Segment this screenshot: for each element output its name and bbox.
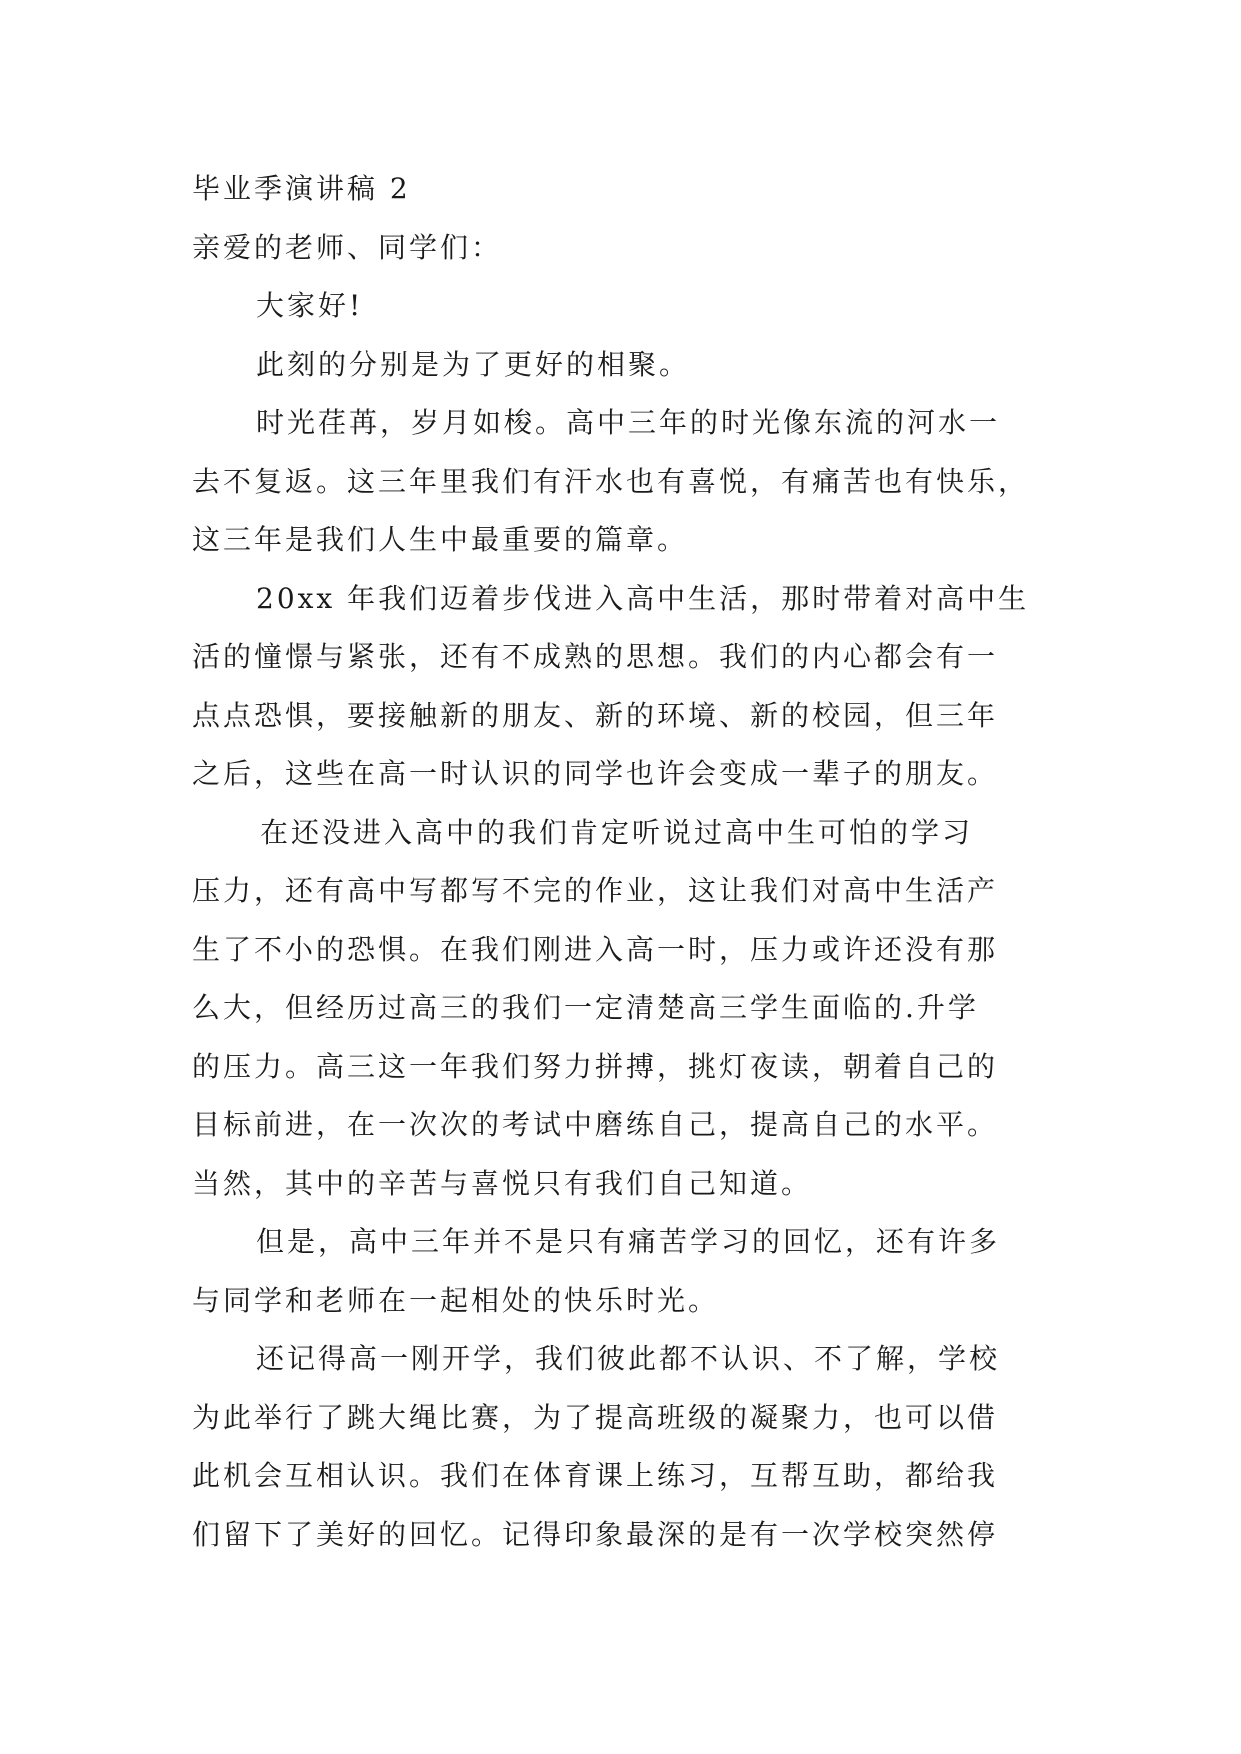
paragraph-line: 与同学和老师在一起相处的快乐时光。 bbox=[192, 1283, 720, 1317]
paragraph-line: 还记得高一刚开学，我们彼此都不认识、不了解，学校 bbox=[256, 1342, 1001, 1375]
paragraph-line: 20xx 年我们迈着步伐进入高中生活，那时带着对高中生 bbox=[256, 581, 1030, 615]
paragraph-line: 为此举行了跳大绳比赛，为了提高班级的凝聚力，也可以借 bbox=[192, 1400, 999, 1434]
paragraph-line: 这三年是我们人生中最重要的篇章。 bbox=[192, 523, 689, 556]
paragraph-line: 压力，还有高中写都写不完的作业，这让我们对高中生活产 bbox=[192, 874, 999, 907]
paragraph-line: 此刻的分别是为了更好的相聚。 bbox=[256, 347, 691, 381]
greeting-line: 大家好! bbox=[256, 289, 364, 322]
paragraph-line: 的压力。高三这一年我们努力拼搏，挑灯夜读，朝着自己的 bbox=[192, 1049, 999, 1083]
paragraph-line: 生了不小的恐惧。在我们刚进入高一时，压力或许还没有那 bbox=[192, 932, 999, 966]
salutation: 亲爱的老师、同学们： bbox=[192, 230, 503, 264]
paragraph-line: 但是，高中三年并不是只有痛苦学习的回忆，还有许多 bbox=[256, 1225, 1001, 1258]
paragraph-line: 时光荏苒，岁月如梭。高中三年的时光像东流的河水一 bbox=[256, 406, 1001, 439]
paragraph-line: 么大，但经历过高三的我们一定清楚高三学生面临的.升学 bbox=[192, 991, 979, 1024]
paragraph-line: 们留下了美好的回忆。记得印象最深的是有一次学校突然停 bbox=[192, 1517, 999, 1551]
document-body bbox=[192, 160, 1058, 1564]
paragraph-line: 活的憧憬与紧张，还有不成熟的思想。我们的内心都会有一 bbox=[192, 640, 999, 673]
document-title: 毕业季演讲稿 2 bbox=[192, 172, 411, 205]
paragraph-line: 此机会互相认识。我们在体育课上练习，互帮互助，都给我 bbox=[192, 1459, 999, 1492]
paragraph-line: 目标前进，在一次次的考试中磨练自己，提高自己的水平。 bbox=[192, 1108, 999, 1141]
paragraph-line: 点点恐惧，要接触新的朋友、新的环境、新的校园，但三年 bbox=[192, 698, 999, 732]
paragraph-line: 当然，其中的辛苦与喜悦只有我们自己知道。 bbox=[192, 1166, 813, 1200]
paragraph-line: 之后，这些在高一时认识的同学也许会变成一辈子的朋友。 bbox=[192, 757, 999, 790]
paragraph-line: 去不复返。这三年里我们有汗水也有喜悦，有痛苦也有快乐， bbox=[192, 464, 1030, 498]
paragraph-line: 在还没进入高中的我们肯定听说过高中生可怕的学习 bbox=[260, 815, 974, 849]
